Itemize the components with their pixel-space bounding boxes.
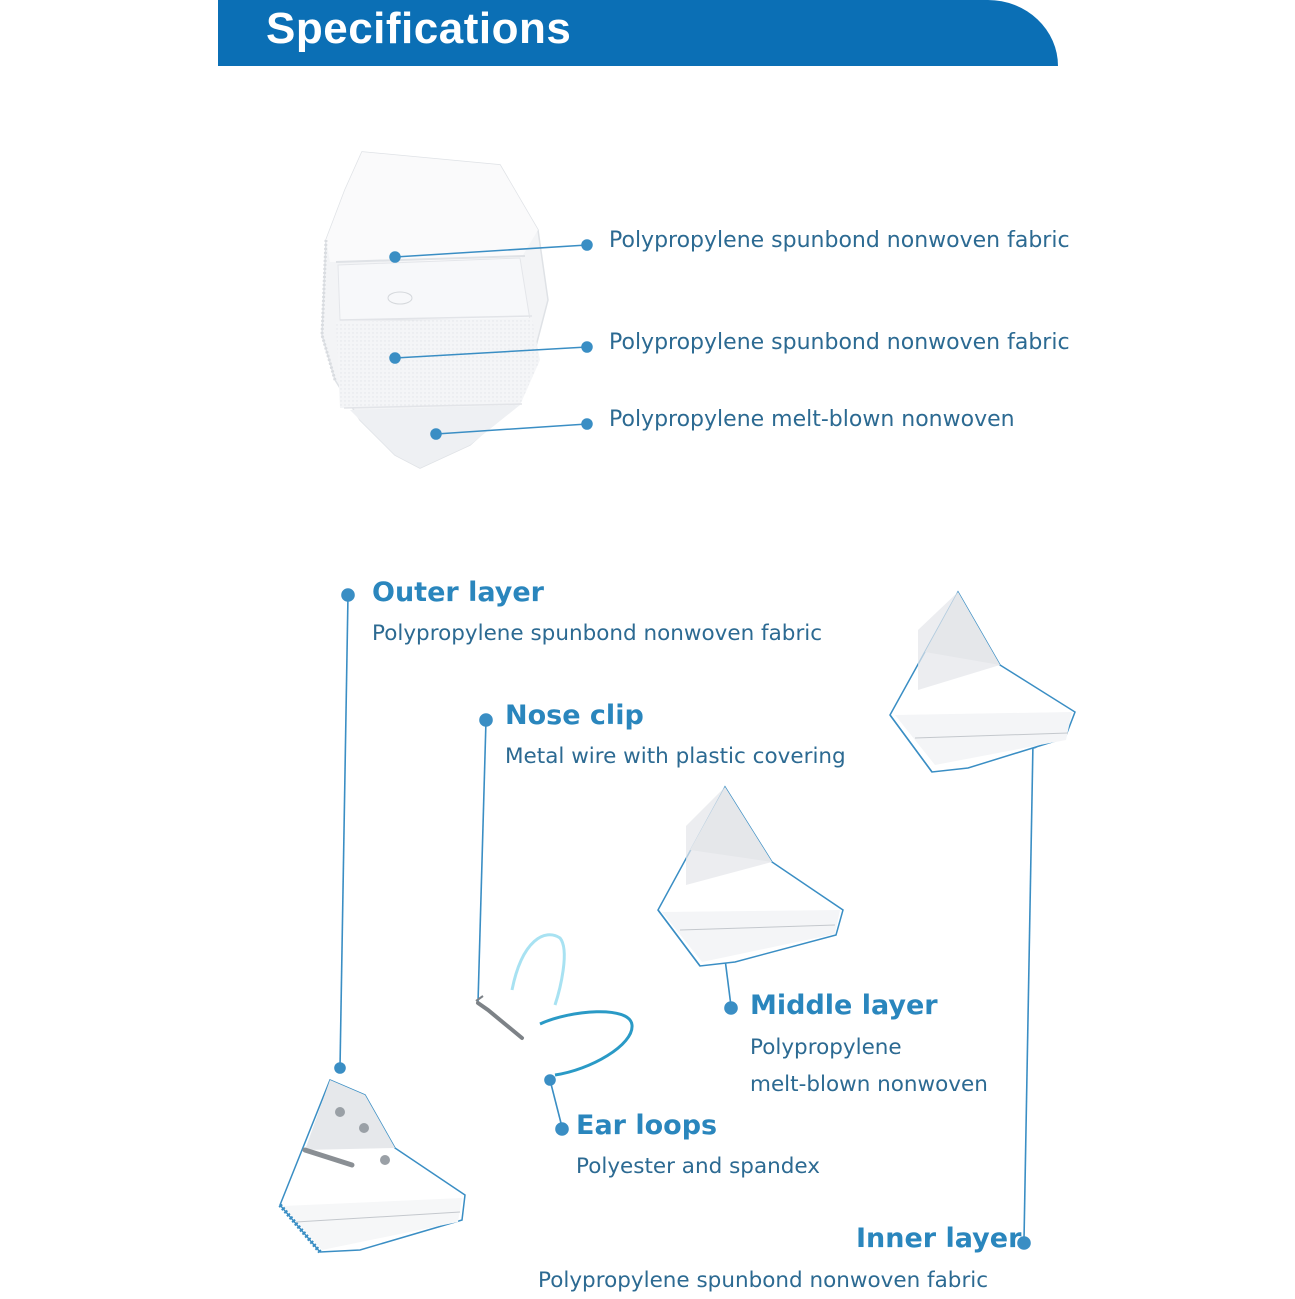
middle-layer-illustration: [658, 787, 843, 966]
ear-loops-material: Polyester and spandex: [576, 1154, 820, 1179]
outer-layer-heading: Outer layer: [372, 577, 544, 608]
middle-layer-material-line2: melt-blown nonwoven: [750, 1072, 988, 1097]
inner-layer-illustration: [890, 592, 1075, 772]
nose-clip-material: Metal wire with plastic covering: [505, 744, 846, 769]
middle-layer-heading: Middle layer: [750, 990, 938, 1021]
inner-layer-heading: Inner layer: [856, 1223, 1022, 1254]
outer-layer-illustration: [280, 1080, 465, 1252]
middle-layer-material-line1: Polypropylene: [750, 1035, 902, 1060]
nose-clip-illustration: [476, 996, 522, 1038]
ear-loops-illustration: [512, 935, 632, 1075]
page-title: Specifications: [266, 4, 572, 53]
callout-melt-blown: Polypropylene melt-blown nonwoven: [609, 407, 1015, 432]
mask-photo: [322, 152, 548, 468]
callout-inner-fabric: Polypropylene spunbond nonwoven fabric: [609, 330, 1070, 355]
callout-outer-fabric: Polypropylene spunbond nonwoven fabric: [609, 228, 1070, 253]
ear-loops-heading: Ear loops: [576, 1110, 718, 1141]
nose-clip-heading: Nose clip: [505, 700, 644, 731]
inner-layer-material: Polypropylene spunbond nonwoven fabric: [538, 1268, 989, 1293]
outer-layer-material: Polypropylene spunbond nonwoven fabric: [372, 621, 823, 646]
